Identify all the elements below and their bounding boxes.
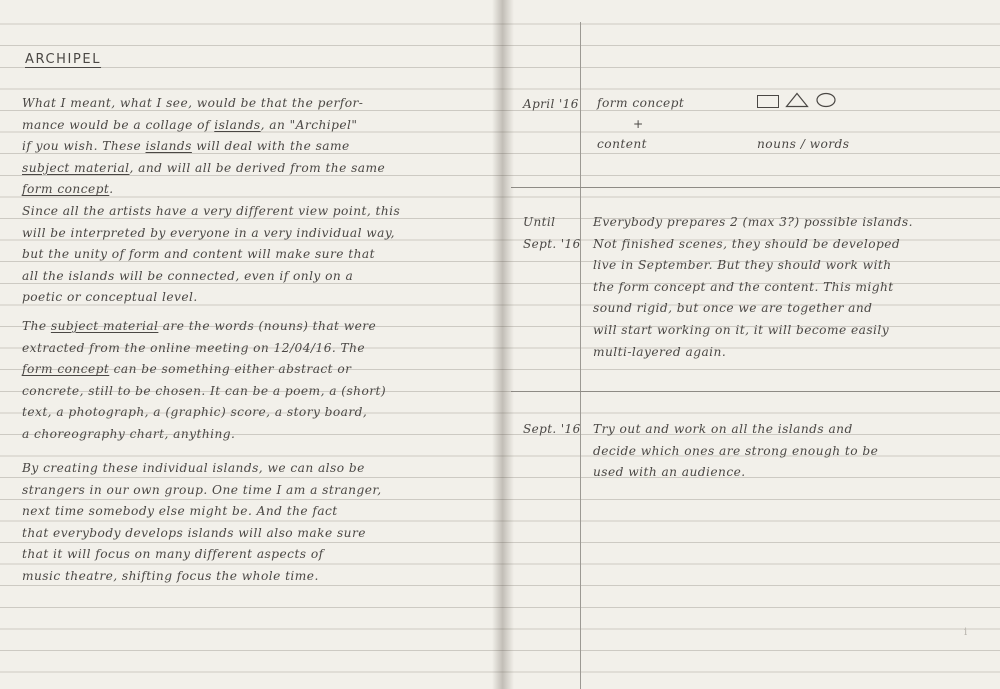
handwritten-line: multi-layered again. — [593, 344, 727, 359]
handwritten-line: live in September. But they should work with — [593, 258, 892, 273]
text-segment: can be something either abstract or — [109, 362, 352, 377]
handwritten-line — [22, 247, 375, 261]
handwritten-line — [22, 362, 351, 376]
handwritten-line — [22, 341, 365, 355]
handwritten-line — [22, 547, 324, 561]
handwritten-line — [22, 427, 235, 441]
right-page — [501, 0, 1000, 689]
underlined-term: islands — [145, 139, 192, 154]
text-segment: extracted from the online meeting on 12/04/16. The — [22, 340, 366, 355]
square-icon — [757, 95, 779, 108]
plus-sign: + — [633, 117, 644, 131]
text-segment: a choreography chart, anything. — [22, 427, 236, 441]
text-segment: The — [22, 319, 51, 333]
nouns-words-label: nouns / words — [757, 137, 850, 151]
text-segment: What I meant, what I see, would be that the perfor- — [22, 96, 364, 110]
handwritten-line: Try out and work on all the islands and — [593, 422, 853, 436]
underlined-term: form concept — [22, 362, 110, 377]
text-segment: , an "Archipel" — [260, 117, 358, 132]
handwritten-line — [22, 96, 363, 110]
handwritten-line: will start working on it, it will become easily — [593, 323, 890, 337]
text-segment: concrete, still to be chosen. It can be a poem, a (short) — [22, 383, 387, 398]
handwritten-line — [22, 504, 338, 518]
text-segment: mance would be a collage of — [22, 117, 215, 132]
book-gutter — [492, 0, 514, 689]
text-segment: all the islands will be connected, even if only on a — [22, 268, 354, 283]
date-sept-16-tryout: Sept. '16 — [523, 422, 581, 436]
handwritten-line: used with an audience. — [593, 465, 746, 480]
text-segment: Since all the artists have a very different view point, this — [22, 204, 401, 218]
text-segment: next time somebody else might be. And the fact — [22, 504, 338, 519]
text-segment: will deal with the same — [191, 139, 350, 154]
text-segment: By creating these individual islands, we can also be — [22, 461, 365, 475]
handwritten-line — [22, 526, 366, 540]
handwritten-line — [22, 226, 395, 240]
handwritten-line — [22, 483, 382, 497]
handwritten-line: Everybody prepares 2 (max 3?) possible islands. — [593, 215, 913, 229]
section-divider-2 — [511, 391, 1000, 392]
form-concept-label: form concept — [597, 96, 685, 110]
text-segment: strangers in our own group. One time I am a stranger, — [22, 482, 382, 497]
handwritten-line — [22, 161, 385, 175]
text-segment: poetic or conceptual level. — [22, 290, 198, 305]
handwritten-line — [22, 204, 400, 218]
handwritten-line — [22, 405, 367, 419]
underlined-term: subject material — [22, 160, 130, 175]
underlined-term: subject material — [50, 319, 159, 333]
margin-rule — [580, 22, 581, 689]
text-segment: that it will focus on many different aspects of — [22, 547, 324, 562]
text-segment: if you wish. These — [22, 139, 146, 154]
text-segment: music theatre, shifting focus the whole time. — [22, 569, 319, 583]
text-segment: are the words (nouns) that were — [158, 319, 377, 333]
handwritten-line — [22, 182, 114, 196]
section-divider-1 — [511, 187, 1000, 188]
handwritten-line — [22, 118, 357, 132]
circle-icon — [815, 92, 837, 108]
date-april-16: April '16 — [523, 97, 579, 111]
text-segment: will be interpreted by everyone in a very individual way, — [22, 225, 395, 240]
date-sept-16: Sept. '16 — [523, 237, 581, 251]
handwritten-line: Not finished scenes, they should be developed — [593, 236, 901, 251]
faint-page-mark: i — [964, 627, 968, 638]
triangle-icon — [785, 92, 809, 108]
handwritten-line — [22, 461, 365, 475]
handwritten-line: sound rigid, but once we are together and — [593, 301, 873, 316]
date-until: Until — [523, 215, 556, 229]
handwritten-line — [22, 569, 319, 583]
page-title: ARCHIPEL — [25, 52, 102, 67]
handwritten-line — [22, 290, 198, 304]
text-segment: that everybody develops islands will also make sure — [22, 525, 366, 540]
underlined-term: islands — [214, 117, 261, 132]
text-segment: . — [109, 182, 114, 197]
text-segment: but the unity of form and content will make sure that — [22, 247, 375, 262]
handwritten-line — [22, 319, 376, 333]
handwritten-line — [22, 384, 386, 398]
handwritten-line: decide which ones are strong enough to be — [593, 443, 879, 458]
text-segment: , and will all be derived from the same — [129, 160, 386, 175]
handwritten-line: the form concept and the content. This might — [593, 279, 894, 294]
handwritten-line — [22, 139, 350, 153]
text-segment: text, a photograph, a (graphic) score, a story board, — [22, 405, 368, 420]
handwritten-line — [22, 269, 353, 283]
content-label: content — [597, 137, 648, 151]
underlined-term: form concept — [22, 182, 110, 197]
